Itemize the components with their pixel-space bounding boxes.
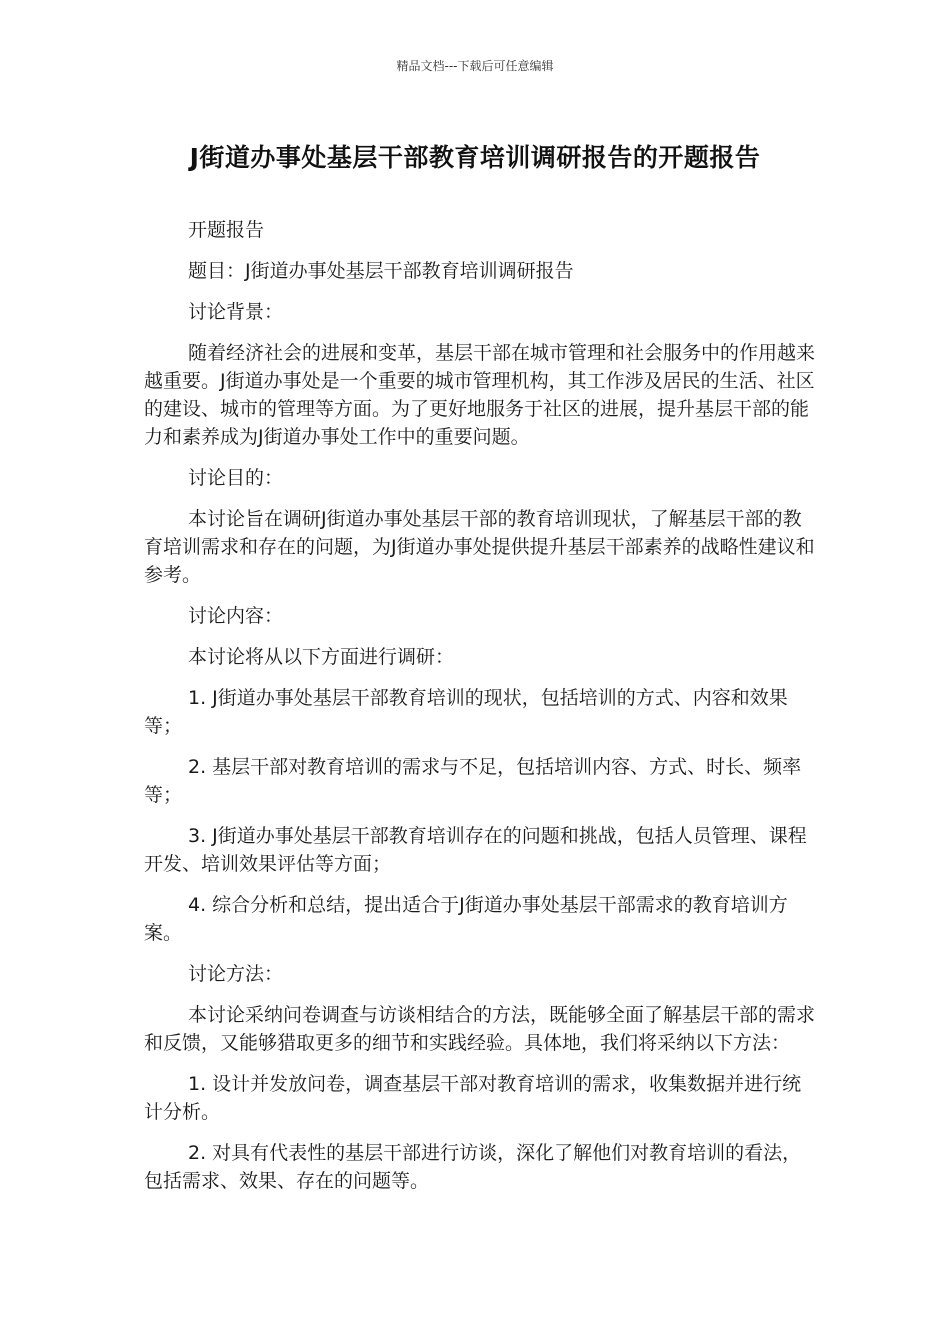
method-paragraph: 本讨论采纳问卷调查与访谈相结合的方法，既能够全面了解基层干部的需求和反馈，又能够猎取更多的细节和实践经验。具体地，我们将采纳以下方法：	[144, 1004, 816, 1054]
content-item-2: 2. 基层干部对教育培训的需求与不足，包括培训内容、方式、时长、频率等；	[144, 756, 802, 806]
section-heading-background: 讨论背景：	[188, 301, 284, 323]
heading-kaiti: 开题报告	[188, 219, 265, 241]
content-item-3: 3. J街道办事处基层干部教育培训存在的问题和挑战，包括人员管理、课程开发、培训效果评估等方面；	[144, 825, 807, 875]
page-header: 精品文档---下载后可任意编辑	[396, 59, 554, 73]
background-paragraph: 随着经济社会的进展和变革，基层干部在城市管理和社会服务中的作用越来越重要。J街道办事处是一个重要的城市管理机构，其工作涉及居民的生活、社区的建设、城市的管理等方面。为了更好地服务于社区的进展，提升基层干部的能力和素养成为J街道办事处工作中的重要问题。	[144, 342, 816, 448]
document-body	[144, 216, 816, 1208]
method-item-1: 1. 设计并发放问卷，调查基层干部对教育培训的需求，收集数据并进行统计分析。	[144, 1073, 802, 1123]
content-item-1: 1. J街道办事处基层干部教育培训的现状，包括培训的方式、内容和效果等；	[144, 687, 788, 737]
purpose-paragraph: 本讨论旨在调研J街道办事处基层干部的教育培训现状，了解基层干部的教育培训需求和存在的问题，为J街道办事处提供提升基层干部素养的战略性建议和参考。	[144, 508, 815, 586]
section-heading-content: 讨论内容：	[188, 605, 284, 627]
method-item-2: 2. 对具有代表性的基层干部进行访谈，深化了解他们对教育培训的看法，包括需求、效果、存在的问题等。	[144, 1142, 802, 1192]
section-heading-purpose: 讨论目的：	[188, 467, 284, 489]
section-heading-method: 讨论方法：	[188, 963, 284, 985]
content-item-4: 4. 综合分析和总结，提出适合于J街道办事处基层干部需求的教育培训方案。	[144, 894, 788, 944]
content-intro: 本讨论将从以下方面进行调研：	[188, 646, 455, 668]
document-title: J街道办事处基层干部教育培训调研报告的开题报告	[189, 143, 761, 172]
topic-line: 题目：J街道办事处基层干部教育培训调研报告	[188, 260, 574, 282]
